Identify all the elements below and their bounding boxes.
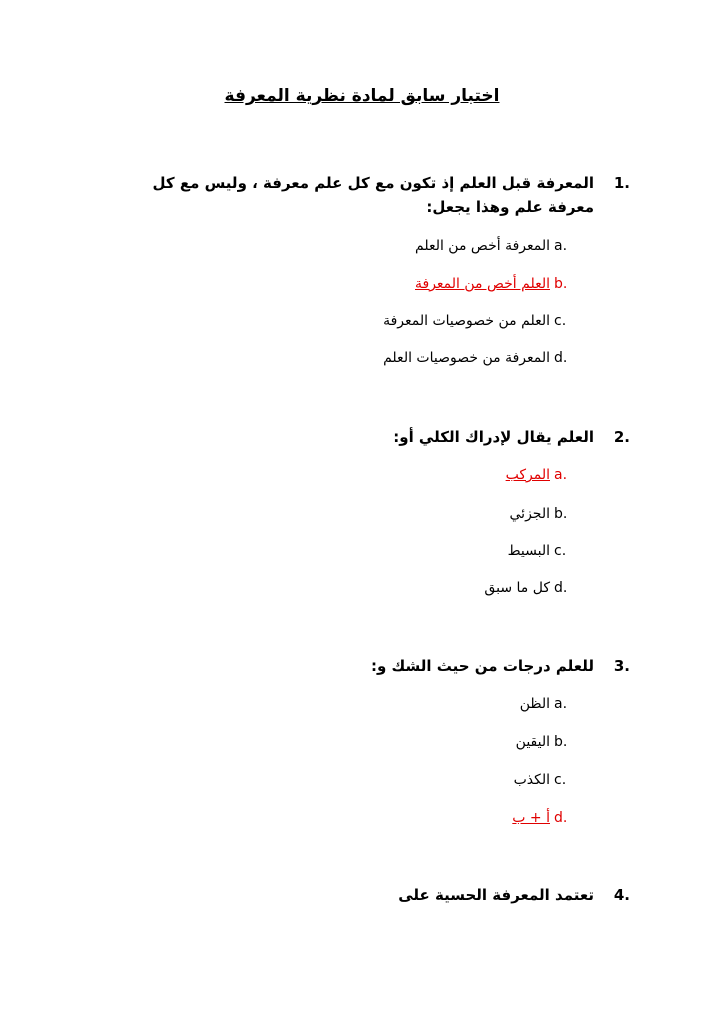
option-text: المعرفة من خصوصيات العلم	[383, 350, 550, 366]
option-label: b.	[554, 734, 568, 750]
option-3b[interactable]	[515, 732, 568, 752]
option-text: اليقين	[515, 734, 550, 750]
option-label: d.	[554, 810, 568, 826]
option-label: a.	[554, 467, 568, 483]
option-text: الكذب	[513, 772, 550, 788]
option-text: الجزئي	[509, 506, 550, 522]
option-text: العلم من خصوصيات المعرفة	[383, 313, 550, 329]
option-text: كل ما سبق	[484, 580, 550, 596]
option-label: a.	[554, 696, 568, 712]
option-2c[interactable]	[507, 541, 567, 561]
option-1d[interactable]	[383, 348, 568, 368]
option-3d-correct[interactable]	[512, 808, 568, 828]
option-label: c.	[554, 543, 567, 559]
option-3c[interactable]	[513, 770, 567, 790]
option-1a[interactable]	[415, 236, 568, 256]
option-1c[interactable]	[383, 311, 567, 331]
question-number: 4.	[613, 886, 630, 904]
question-text: للعلم درجات من حيث الشك و:	[371, 657, 594, 675]
option-label: d.	[554, 580, 568, 596]
option-3a[interactable]	[519, 694, 568, 714]
option-text: المعرفة أخص من العلم	[415, 238, 550, 254]
option-text: العلم أخص من المعرفة	[415, 276, 550, 292]
option-label: b.	[554, 506, 568, 522]
page-title: اختبار سابق لمادة نظرية المعرفة	[224, 86, 500, 106]
option-text: البسيط	[507, 543, 550, 559]
option-label: a.	[554, 238, 568, 254]
option-text: المركب	[505, 467, 550, 483]
option-label: c.	[554, 313, 567, 329]
option-1b-correct[interactable]	[415, 274, 568, 294]
question-number: 3.	[613, 657, 630, 675]
option-2d[interactable]	[484, 578, 568, 598]
question-2	[124, 425, 630, 449]
question-text: العلم يقال لإدراك الكلي أو:	[393, 428, 594, 446]
question-4	[124, 883, 630, 907]
question-3	[124, 654, 630, 678]
question-1	[124, 171, 630, 219]
question-text: تعتمد المعرفة الحسية على	[398, 886, 594, 904]
option-label: b.	[554, 276, 568, 292]
question-text: المعرفة قبل العلم إذ تكون مع كل علم معرفة ، وليس مع كل معرفة علم وهذا يجعل:	[152, 174, 594, 216]
question-number: 1.	[613, 174, 630, 192]
option-label: d.	[554, 350, 568, 366]
option-2a-correct[interactable]	[505, 465, 568, 485]
option-text: أ + ب	[512, 810, 550, 826]
option-text: الظن	[519, 696, 550, 712]
question-number: 2.	[613, 428, 630, 446]
option-label: c.	[554, 772, 567, 788]
option-2b[interactable]	[509, 504, 568, 524]
